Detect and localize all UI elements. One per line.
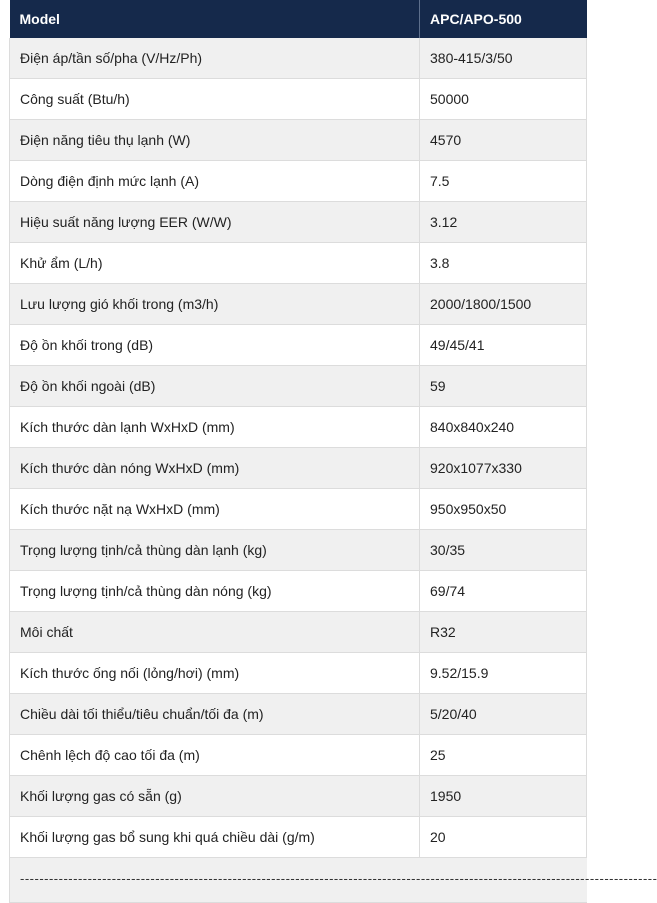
table-row	[10, 653, 587, 694]
spec-value: 3.8	[420, 243, 587, 284]
spec-value: 2000/1800/1500	[420, 284, 587, 325]
spec-value: 50000	[420, 79, 587, 120]
spec-value: 840x840x240	[420, 407, 587, 448]
table-row	[10, 694, 587, 735]
table-row	[10, 817, 587, 858]
table-row	[10, 202, 587, 243]
table-row	[10, 612, 587, 653]
spec-value: 20	[420, 817, 587, 858]
spec-label: Trọng lượng tịnh/cả thùng dàn lạnh (kg)	[10, 530, 420, 571]
table-row	[10, 776, 587, 817]
spec-value: 1950	[420, 776, 587, 817]
dashed-separator: ------------------------------------------------------------------------------------------------------------------------------------	[20, 871, 657, 886]
spec-label: Độ ồn khối ngoài (dB)	[10, 366, 420, 407]
table-row	[10, 735, 587, 776]
spec-value: R32	[420, 612, 587, 653]
separator-cell	[10, 858, 657, 903]
table-row	[10, 120, 587, 161]
spec-label: Khối lượng gas có sẵn (g)	[10, 776, 420, 817]
spec-label: Khối lượng gas bổ sung khi quá chiều dài (g/m)	[10, 817, 420, 858]
spec-label: Hiệu suất năng lượng EER (W/W)	[10, 202, 420, 243]
spec-value: 49/45/41	[420, 325, 587, 366]
header-model: Model	[10, 0, 420, 38]
spec-label: Độ ồn khối trong (dB)	[10, 325, 420, 366]
table-row	[10, 489, 587, 530]
table-row	[10, 243, 587, 284]
spec-value: 30/35	[420, 530, 587, 571]
spec-label: Kích thước ống nối (lỏng/hơi) (mm)	[10, 653, 420, 694]
table-row	[10, 448, 587, 489]
spec-value: 380-415/3/50	[420, 38, 587, 79]
spec-label: Công suất (Btu/h)	[10, 79, 420, 120]
spec-table	[9, 0, 657, 903]
spec-value: 4570	[420, 120, 587, 161]
spec-label: Điện áp/tần số/pha (V/Hz/Ph)	[10, 38, 420, 79]
spec-value: 5/20/40	[420, 694, 587, 735]
spec-label: Kích thước dàn nóng WxHxD (mm)	[10, 448, 420, 489]
spec-label: Lưu lượng gió khối trong (m3/h)	[10, 284, 420, 325]
spec-value: 9.52/15.9	[420, 653, 587, 694]
table-row	[10, 38, 587, 79]
table-row	[10, 407, 587, 448]
header-model-value: APC/APO-500	[420, 0, 587, 38]
spec-value: 59	[420, 366, 587, 407]
spec-label: Trọng lượng tịnh/cả thùng dàn nóng (kg)	[10, 571, 420, 612]
spec-label: Chênh lệch độ cao tối đa (m)	[10, 735, 420, 776]
table-row	[10, 79, 587, 120]
spec-value: 3.12	[420, 202, 587, 243]
spec-value: 920x1077x330	[420, 448, 587, 489]
table-row	[10, 161, 587, 202]
spec-label: Dòng điện định mức lạnh (A)	[10, 161, 420, 202]
table-row	[10, 571, 587, 612]
table-body	[10, 38, 657, 903]
table-row	[10, 284, 587, 325]
spec-value: 950x950x50	[420, 489, 587, 530]
spec-value: 69/74	[420, 571, 587, 612]
spec-value: 7.5	[420, 161, 587, 202]
spec-label: Kích thước dàn lạnh WxHxD (mm)	[10, 407, 420, 448]
table-row	[10, 325, 587, 366]
table-row	[10, 530, 587, 571]
table-row	[10, 366, 587, 407]
spec-label: Điện năng tiêu thụ lạnh (W)	[10, 120, 420, 161]
spec-label: Chiều dài tối thiểu/tiêu chuẩn/tối đa (m)	[10, 694, 420, 735]
spec-label: Khử ẩm (L/h)	[10, 243, 420, 284]
separator-row	[10, 858, 587, 903]
spec-label: Môi chất	[10, 612, 420, 653]
table-header-row	[10, 0, 587, 38]
spec-value: 25	[420, 735, 587, 776]
spec-label: Kích thước nặt nạ WxHxD (mm)	[10, 489, 420, 530]
